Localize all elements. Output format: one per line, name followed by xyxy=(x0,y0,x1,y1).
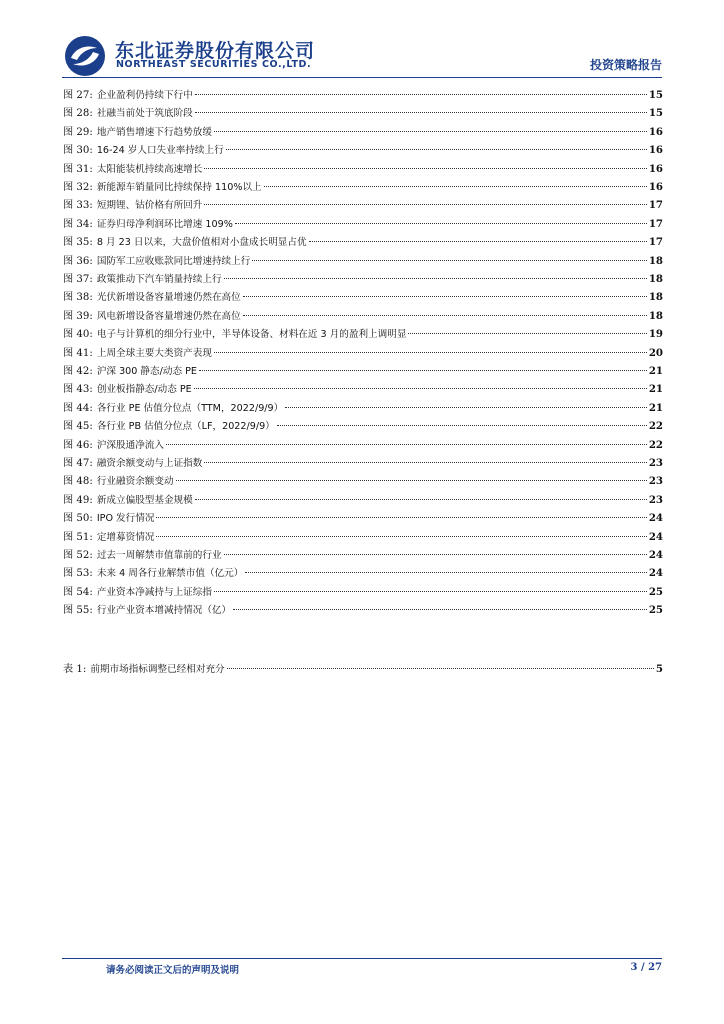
toc-entry-number: 图 45: xyxy=(63,421,93,433)
footer-divider xyxy=(62,958,662,959)
toc-dot-leader xyxy=(195,498,647,500)
toc-entry-title: 创业板指静态/动态 PE xyxy=(96,384,192,396)
toc-entry[interactable] xyxy=(63,86,663,104)
toc-entry[interactable] xyxy=(63,141,663,159)
toc-entry-title: 未来 4 周各行业解禁市值（亿元） xyxy=(96,568,244,580)
toc-entry[interactable] xyxy=(63,564,663,582)
toc-entry-page: 19 xyxy=(648,328,663,341)
toc-entry[interactable] xyxy=(63,288,663,306)
toc-entry-title: 8 月 23 日以来，大盘价值相对小盘成长明显占优 xyxy=(96,237,307,249)
toc-entry-number: 图 54: xyxy=(63,586,93,598)
toc-entry[interactable] xyxy=(63,528,663,546)
toc-dot-leader xyxy=(224,277,647,279)
toc-entry-title: 行业产业资本增减持情况（亿） xyxy=(96,605,232,617)
toc-entry-number: 图 43: xyxy=(63,384,93,396)
toc-entry-page: 5 xyxy=(655,662,663,675)
toc-entry[interactable] xyxy=(63,215,663,233)
toc-entry[interactable] xyxy=(63,196,663,214)
toc-entry-title: 新能源车销量同比持续保持 110%以上 xyxy=(96,182,262,193)
toc-entry[interactable] xyxy=(63,601,663,619)
page-number: 3 / 27 xyxy=(630,962,662,973)
toc-entry-title: 16-24 岁人口失业率持续上行 xyxy=(96,145,224,157)
toc-entry-title: 企业盈利仍持续下行中 xyxy=(96,90,193,101)
toc-entry-number: 图 53: xyxy=(63,568,93,580)
toc-entry-number: 图 32: xyxy=(63,182,93,193)
toc-entry-title: 风电新增设备容量增速仍然在高位 xyxy=(96,310,241,322)
toc-entry[interactable] xyxy=(63,160,663,178)
toc-entry[interactable] xyxy=(63,509,663,527)
toc-dot-leader xyxy=(243,314,647,316)
toc-dot-leader xyxy=(156,535,646,537)
toc-entry-page: 15 xyxy=(648,89,663,101)
toc-entry-number: 图 27: xyxy=(63,90,93,101)
toc-dot-leader xyxy=(204,461,646,463)
toc-entry[interactable] xyxy=(63,399,663,417)
toc-entry-number: 图 51: xyxy=(63,531,93,543)
toc-entry-page: 18 xyxy=(648,309,663,322)
toc-dot-leader xyxy=(233,608,647,610)
toc-entry-title: 上周全球主要大类资产表现 xyxy=(96,347,212,359)
toc-entry-page: 22 xyxy=(648,438,663,451)
toc-entry-page: 15 xyxy=(648,107,663,120)
toc-dot-leader xyxy=(264,185,647,187)
toc-entry-title: 过去一周解禁市值靠前的行业 xyxy=(96,550,222,561)
toc-entry[interactable] xyxy=(63,583,663,601)
toc-entry[interactable] xyxy=(63,104,663,122)
toc-entry-number: 图 36: xyxy=(63,255,93,267)
toc-dot-leader xyxy=(176,479,647,481)
toc-entry[interactable] xyxy=(63,178,663,196)
report-type-label: 投资策略报告 xyxy=(589,58,662,72)
toc-entry[interactable] xyxy=(63,660,663,678)
toc-entry-title: 定增募资情况 xyxy=(96,531,155,543)
brand-name-en: NORTHEAST SECURITIES CO.,LTD. xyxy=(116,59,312,70)
toc-entry-page: 16 xyxy=(648,144,663,157)
toc-entry[interactable] xyxy=(63,307,663,325)
toc-dot-leader xyxy=(277,424,647,426)
toc-entry[interactable] xyxy=(63,491,663,509)
toc-dot-leader xyxy=(214,590,647,592)
toc-entry-title: IPO 发行情况 xyxy=(96,513,155,525)
toc-entry-page: 24 xyxy=(648,549,663,561)
toc-entry-page: 16 xyxy=(648,125,663,138)
toc-entry-page: 23 xyxy=(648,493,663,506)
toc-entry-number: 图 44: xyxy=(63,402,93,414)
header-divider xyxy=(62,77,662,78)
toc-entry-number: 图 39: xyxy=(63,310,93,322)
toc-entry-number: 图 30: xyxy=(63,145,93,157)
toc-entry-title: 电子与计算机的细分行业中，半导体设备、材料在近 3 月的盈利上调明显 xyxy=(96,329,407,341)
toc-dot-leader xyxy=(214,351,647,353)
toc-dot-leader xyxy=(226,148,647,150)
toc-entry-title: 沪深 300 静态/动态 PE xyxy=(96,366,197,377)
toc-entry-page: 17 xyxy=(648,236,663,249)
toc-entry-page: 21 xyxy=(648,365,663,377)
toc-entry[interactable] xyxy=(63,472,663,490)
toc-entry-page: 23 xyxy=(648,457,663,469)
toc-entry-number: 图 52: xyxy=(63,550,93,561)
toc-entry[interactable] xyxy=(63,123,663,141)
toc-entry-number: 图 41: xyxy=(63,347,93,359)
toc-entry[interactable] xyxy=(63,344,663,362)
toc-entry[interactable] xyxy=(63,454,663,472)
toc-entry-title: 国防军工应收账款同比增速持续上行 xyxy=(96,255,251,267)
toc-entry[interactable] xyxy=(63,233,663,251)
toc-entry-number: 图 49: xyxy=(63,494,93,506)
toc-entry-page: 17 xyxy=(648,217,663,230)
toc-dot-leader xyxy=(285,406,647,408)
toc-entry-title: 行业融资余额变动 xyxy=(96,476,174,488)
toc-entry-title: 前期市场指标调整已经相对充分 xyxy=(90,663,225,675)
toc-dot-leader xyxy=(252,259,646,261)
toc-entry[interactable] xyxy=(63,546,663,564)
toc-dot-leader xyxy=(166,443,647,445)
toc-entry-title: 证券归母净利润环比增速 109% xyxy=(96,218,233,230)
toc-entry-page: 24 xyxy=(648,567,663,580)
toc-entry-page: 22 xyxy=(648,420,663,433)
toc-entry-page: 16 xyxy=(648,181,663,193)
toc-dot-leader xyxy=(227,667,654,669)
toc-entry-page: 24 xyxy=(648,512,663,525)
toc-entry-number: 图 28: xyxy=(63,108,93,120)
page-header xyxy=(0,0,724,80)
toc-entry-number: 图 33: xyxy=(63,200,93,212)
toc-dot-leader xyxy=(224,553,647,555)
toc-entry[interactable] xyxy=(63,325,663,343)
toc-entry-number: 图 31: xyxy=(63,163,93,175)
toc-entry-title: 光伏新增设备容量增速仍然在高位 xyxy=(96,292,241,304)
toc-entry-title: 产业资本净减持与上证综指 xyxy=(96,586,212,598)
toc-entry[interactable] xyxy=(63,362,663,380)
toc-entry[interactable] xyxy=(63,417,663,435)
toc-dot-leader xyxy=(156,516,646,518)
toc-entry-number: 图 35: xyxy=(63,237,93,249)
toc-entry-page: 16 xyxy=(648,162,663,175)
toc-entry-page: 18 xyxy=(648,273,663,285)
toc-entry-page: 24 xyxy=(648,530,663,543)
toc-entry-title: 新成立偏股型基金规模 xyxy=(96,494,193,506)
toc-entry-title: 短期锂、钴价格有所回升 xyxy=(96,200,203,212)
toc-entry-title: 各行业 PE 估值分位点（TTM，2022/9/9） xyxy=(96,402,284,414)
toc-entry-number: 图 34: xyxy=(63,218,93,230)
toc-entry-number: 图 47: xyxy=(63,458,93,469)
toc-entry-number: 图 50: xyxy=(63,513,93,525)
toc-entry-number: 图 46: xyxy=(63,439,93,451)
toc-entry-number: 图 55: xyxy=(63,605,93,617)
toc-entry-number: 图 37: xyxy=(63,274,93,285)
toc-entry-number: 图 38: xyxy=(63,292,93,304)
toc-entry-page: 25 xyxy=(648,585,663,598)
toc-entry-page: 25 xyxy=(648,604,663,617)
toc-entry-number: 图 29: xyxy=(63,126,93,138)
toc-entry-page: 23 xyxy=(648,475,663,488)
toc-dot-leader xyxy=(195,111,647,113)
footer-disclaimer: 请务必阅读正文后的声明及说明 xyxy=(106,965,240,976)
toc-dot-leader xyxy=(199,369,647,371)
toc-dot-leader xyxy=(245,571,646,573)
toc-dot-leader xyxy=(235,222,647,224)
toc-entry-title: 沪深股通净流入 xyxy=(96,439,164,451)
toc-entry[interactable] xyxy=(63,252,663,270)
toc-dot-leader xyxy=(309,240,647,242)
toc-entry-page: 18 xyxy=(648,291,663,304)
toc-dot-leader xyxy=(243,295,647,297)
company-logo-icon xyxy=(63,34,107,78)
toc-entry[interactable] xyxy=(63,270,663,288)
toc-dot-leader xyxy=(194,387,647,389)
toc-dot-leader xyxy=(204,203,646,205)
toc-entry-title: 各行业 PB 估值分位点（LF，2022/9/9） xyxy=(96,421,275,433)
toc-entry-page: 21 xyxy=(648,401,663,414)
toc-dot-leader xyxy=(408,332,646,334)
toc-entry-number: 表 1: xyxy=(63,663,87,675)
toc-dot-leader xyxy=(204,167,646,169)
toc-entry-title: 地产销售增速下行趋势放缓 xyxy=(96,126,212,138)
toc-entry[interactable] xyxy=(63,380,663,398)
brand-name-cn: 东北证券股份有限公司 xyxy=(115,40,316,62)
toc-entry-page: 17 xyxy=(648,199,663,212)
toc-entry-number: 图 48: xyxy=(63,476,93,488)
toc-entry-page: 21 xyxy=(648,383,663,396)
toc-entry-title: 社融当前处于筑底阶段 xyxy=(96,108,193,120)
toc-entry[interactable] xyxy=(63,436,663,454)
toc-dot-leader xyxy=(214,130,647,132)
toc-entry-title: 太阳能装机持续高速增长 xyxy=(96,163,203,175)
toc-entry-page: 18 xyxy=(648,254,663,267)
toc-entry-title: 融资余额变动与上证指数 xyxy=(96,458,203,469)
toc-dot-leader xyxy=(195,93,647,95)
toc-entry-number: 图 40: xyxy=(63,329,93,341)
toc-entry-page: 20 xyxy=(648,346,663,359)
toc-entry-number: 图 42: xyxy=(63,366,93,377)
toc-entry-title: 政策推动下汽车销量持续上行 xyxy=(96,274,222,285)
